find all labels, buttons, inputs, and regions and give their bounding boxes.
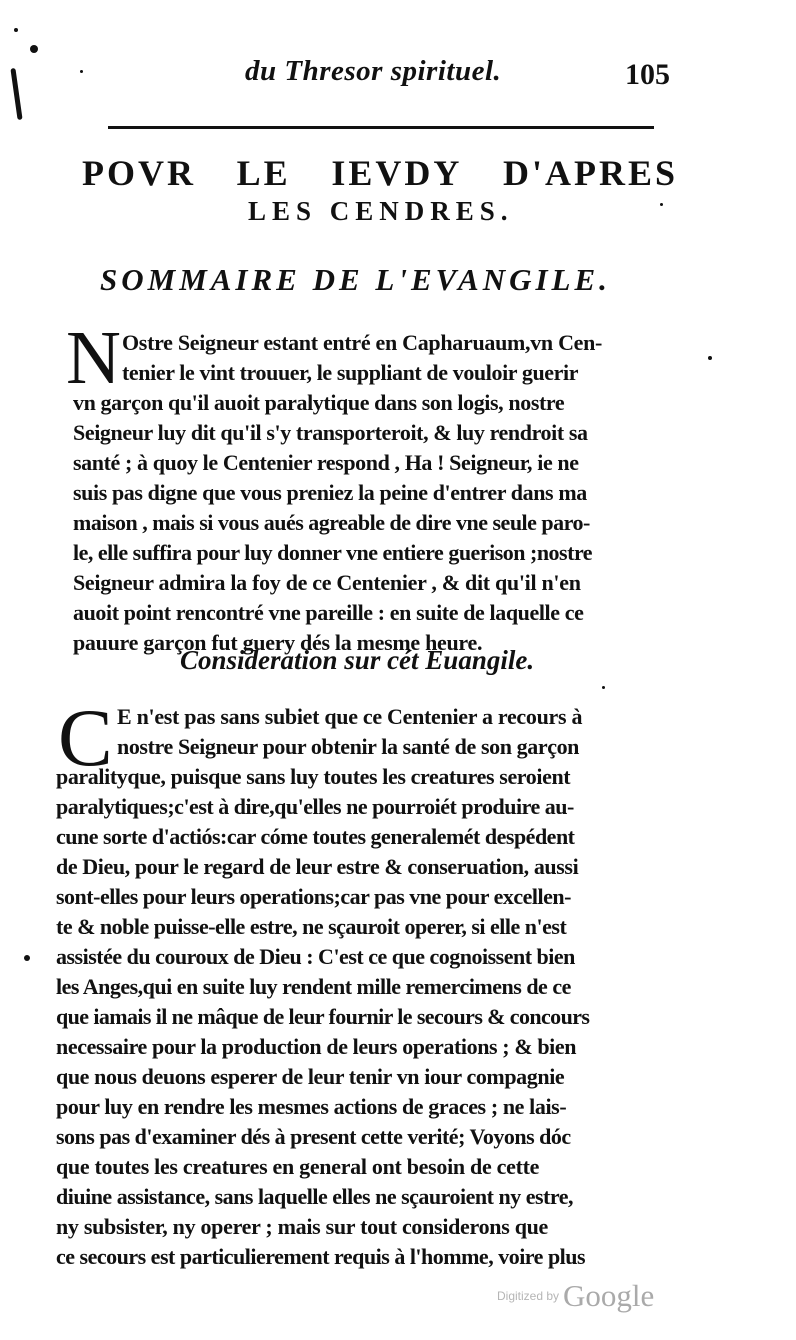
running-head: du Thresor spirituel. <box>245 55 502 87</box>
text-line: Seigneur admira la foy de ce Centenier , & dit qu'il n'en <box>73 570 581 595</box>
text-line: santé ; à quoy le Centenier respond , Ha ! Seigneur, ie ne <box>73 450 579 475</box>
text-line: te & noble puisse-elle estre, ne sçauroit operer, si elle n'est <box>56 914 567 939</box>
summary-heading: SOMMAIRE DE L'EVANGILE. <box>100 262 611 297</box>
text-line: Ostre Seigneur estant entré en Capharuaum,vn Cen- <box>122 330 603 355</box>
text-line: que toutes les creatures en general ont besoin de cette <box>56 1154 540 1179</box>
ink-spot <box>708 356 712 360</box>
ink-stroke <box>10 68 22 120</box>
title-word: D'APRES <box>502 153 678 193</box>
text-line: maison , mais si vous aués agreable de dire vne seule paro- <box>73 510 590 535</box>
text-line: auoit point rencontré vne pareille : en suite de laquelle ce <box>73 600 584 625</box>
ink-spot <box>24 955 30 961</box>
text-line: ce secours est particulierement requis à l'homme, voire plus <box>56 1244 586 1269</box>
page-number: 105 <box>625 58 670 91</box>
text-line: pauure garçon fut guery dés la mesme heure. <box>73 630 483 655</box>
text-line: ny subsister, ny operer ; mais sur tout considerons que <box>56 1214 549 1239</box>
section-title <box>82 152 678 194</box>
header-rule <box>108 126 654 129</box>
digitized-watermark <box>497 1278 654 1314</box>
drop-cap: C <box>58 692 113 783</box>
section-subtitle: LES CENDRES. <box>248 196 514 226</box>
title-word: IEVDY <box>331 153 463 193</box>
ink-spot <box>660 203 663 206</box>
text-line: les Anges,qui en suite luy rendent mille remercimens de ce <box>56 974 571 999</box>
title-word: POVR <box>82 153 196 193</box>
text-line: diuine assistance, sans laquelle elles ne sçauroient ny estre, <box>56 1184 573 1209</box>
text-line: necessaire pour la production de leurs operations ; & bien <box>56 1034 577 1059</box>
text-line: que nous deuons esperer de leur tenir vn iour compagnie <box>56 1064 565 1089</box>
google-logo: Google <box>563 1278 655 1313</box>
text-line: Seigneur luy dit qu'il s'y transporteroit, & luy rendroit sa <box>73 420 588 445</box>
watermark-prefix: Digitized by <box>497 1289 560 1303</box>
ink-spot <box>14 28 18 32</box>
ink-spot <box>30 45 38 53</box>
text-line: cune sorte d'actiós:car cóme toutes generalemét despédent <box>56 824 575 849</box>
text-line: pour luy en rendre les mesmes actions de graces ; ne lais- <box>56 1094 567 1119</box>
text-line: E n'est pas sans subiet que ce Centenier a recours à <box>117 704 583 729</box>
drop-cap: N <box>66 316 121 400</box>
title-word: LE <box>236 153 291 193</box>
text-line: assistée du couroux de Dieu : C'est ce que cognoissent bien <box>56 944 575 969</box>
text-line: tenier le vint trouuer, le suppliant de vouloir guerir <box>122 360 579 385</box>
text-line: que iamais il ne mâque de leur fournir le secours & concours <box>56 1004 590 1029</box>
text-line: vn garçon qu'il auoit paralytique dans son logis, nostre <box>73 390 565 415</box>
text-line: de Dieu, pour le regard de leur estre & conseruation, aussi <box>56 854 579 879</box>
text-line: suis pas digne que vous preniez la peine d'entrer dans ma <box>73 480 587 505</box>
text-line: nostre Seigneur pour obtenir la santé de son garçon <box>117 734 580 759</box>
text-line: sons pas d'examiner dés à present cette verité; Voyons dóc <box>56 1124 571 1149</box>
text-line: paralytiques;c'est à dire,qu'elles ne pourroiét produire au- <box>56 794 574 819</box>
ink-spot <box>80 70 83 73</box>
ink-spot <box>602 686 605 689</box>
text-line: sont-elles pour leurs operations;car pas vne pour excellen- <box>56 884 571 909</box>
text-line: le, elle suffira pour luy donner vne entiere guerison ;nostre <box>73 540 593 565</box>
consideration-heading: Consideration sur cét Euangile. <box>180 645 535 675</box>
text-line: paralityque, puisque sans luy toutes les creatures seroient <box>56 764 571 789</box>
